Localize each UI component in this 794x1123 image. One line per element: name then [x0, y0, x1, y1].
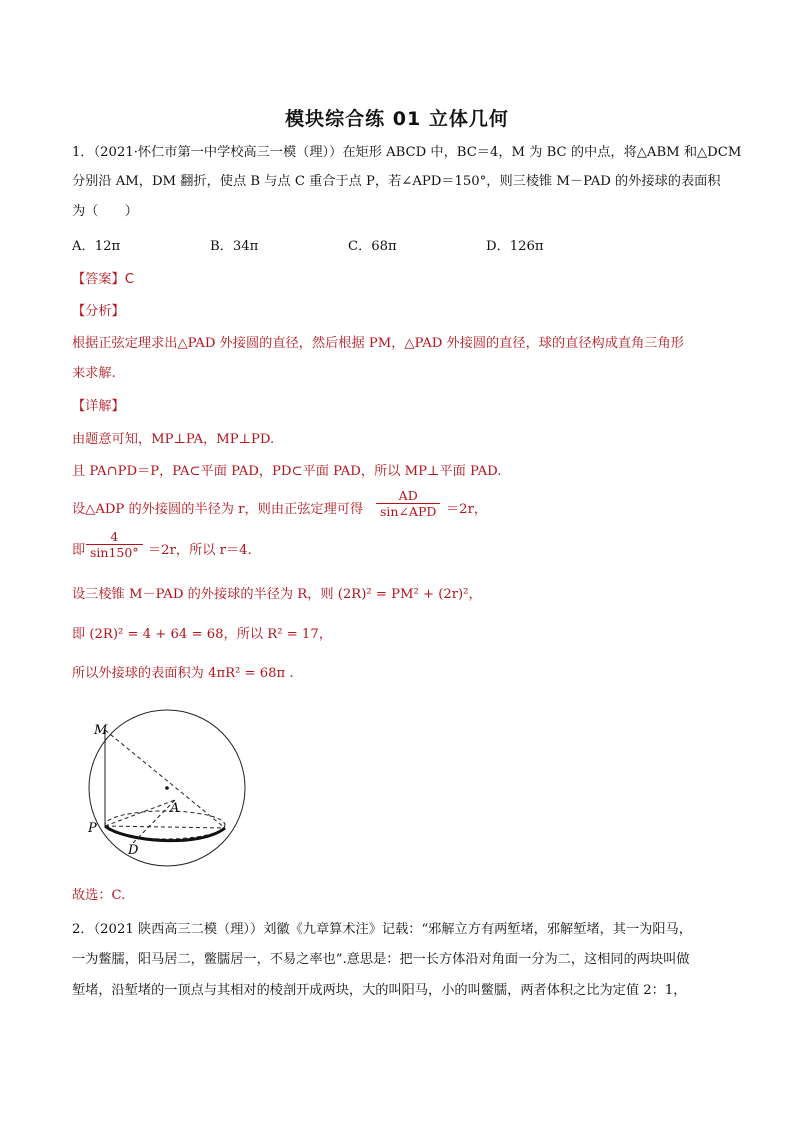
segment-m-diameter: [105, 730, 225, 828]
segment-ad: [132, 800, 175, 844]
option-a: A．12π: [72, 239, 121, 254]
detail-line-6: 即 (2R)² = 4 + 64 = 68，所以 R² = 17，: [72, 627, 332, 642]
label-p: P: [88, 821, 97, 836]
q2-line-3: 堑堵，沿堑堵的一顶点与其相对的棱剖开成两块，大的叫阳马，小的叫鳖臑，两者体积之比为定值 2：1，: [72, 983, 687, 998]
fraction-ad-over-sin: [376, 488, 440, 519]
label-m: M: [94, 723, 108, 738]
sphere-center-point: [165, 786, 169, 790]
detail-line-5: 设三棱锥 M－PAD 的外接球的半径为 R，则 (2R)² = PM² + (2r)²，: [72, 587, 482, 602]
q1-line-2: 分别沿 AM，DM 翻折，使点 B 与点 C 重合于点 P，若∠APD＝150°，则三棱锥 M－PAD 的外接球的表面积: [72, 174, 721, 189]
fraction-numerator: AD: [376, 488, 440, 504]
q1-line-3: 为（ ）: [72, 204, 138, 219]
circumcircle-front-arc: [105, 826, 225, 841]
segment-p-diameter: [105, 826, 225, 828]
answer-label: 【答案】C: [72, 272, 134, 287]
detail-line-2: 且 PA∩PD＝P，PA⊂平面 PAD，PD⊂平面 PAD，所以 MP⊥平面 PAD.: [72, 464, 502, 479]
detail-line-3-suffix: ＝2r，: [446, 502, 488, 517]
detail-label: 【详解】: [72, 399, 125, 414]
fraction-denominator: sin∠APD: [380, 504, 437, 519]
fraction-4-over-sin150: [86, 529, 143, 560]
detail-line-4-prefix: 即: [72, 543, 86, 558]
label-a: A: [170, 801, 180, 816]
fraction-denominator: sin150°: [90, 545, 139, 560]
segment-pa: [105, 800, 175, 826]
conclusion: 故选：C.: [72, 888, 126, 903]
detail-line-3-prefix: 设△ADP 的外接圆的半径为 r，则由正弦定理可得: [72, 502, 364, 517]
label-d: D: [128, 843, 139, 858]
analysis-label: 【分析】: [72, 304, 125, 319]
detail-line-7: 所以外接球的表面积为 4πR² = 68π .: [72, 666, 294, 681]
fraction-numerator: 4: [86, 529, 143, 545]
detail-line-1: 由题意可知，MP⊥PA，MP⊥PD.: [72, 432, 275, 447]
detail-line-4-suffix: ＝2r，所以 r＝4.: [148, 543, 252, 558]
option-b: B．34π: [210, 239, 259, 254]
analysis-line-1: 根据正弦定理求出△PAD 外接圆的直径，然后根据 PM，△PAD 外接圆的直径，球的直径构成直角三角形: [72, 336, 684, 351]
option-d: D．126π: [486, 239, 544, 254]
sphere-diagram: [80, 700, 250, 870]
q2-line-1: 2．（2021 陕西高三二模（理））刘徽《九章算术注》记载：“邪解立方有两堑堵，邪解堑堵，其一为阳马，: [72, 922, 692, 937]
option-c: C．68π: [348, 239, 397, 254]
page-title: 模块综合练 01 立体几何: [285, 108, 509, 130]
analysis-line-2: 来求解.: [72, 366, 116, 381]
q2-line-2: 一为鳖臑，阳马居二，鳖臑居一，不易之率也”.意思是：把一长方体沿对角面一分为二，这相同的两块叫做: [72, 952, 690, 967]
q1-line-1: 1．（2021·怀仁市第一中学校高三一模（理））在矩形 ABCD 中，BC＝4，M 为 BC 的中点，将△ABM 和△DCM: [72, 145, 742, 160]
detail-line-3: [72, 488, 732, 520]
detail-line-4: [72, 529, 732, 561]
